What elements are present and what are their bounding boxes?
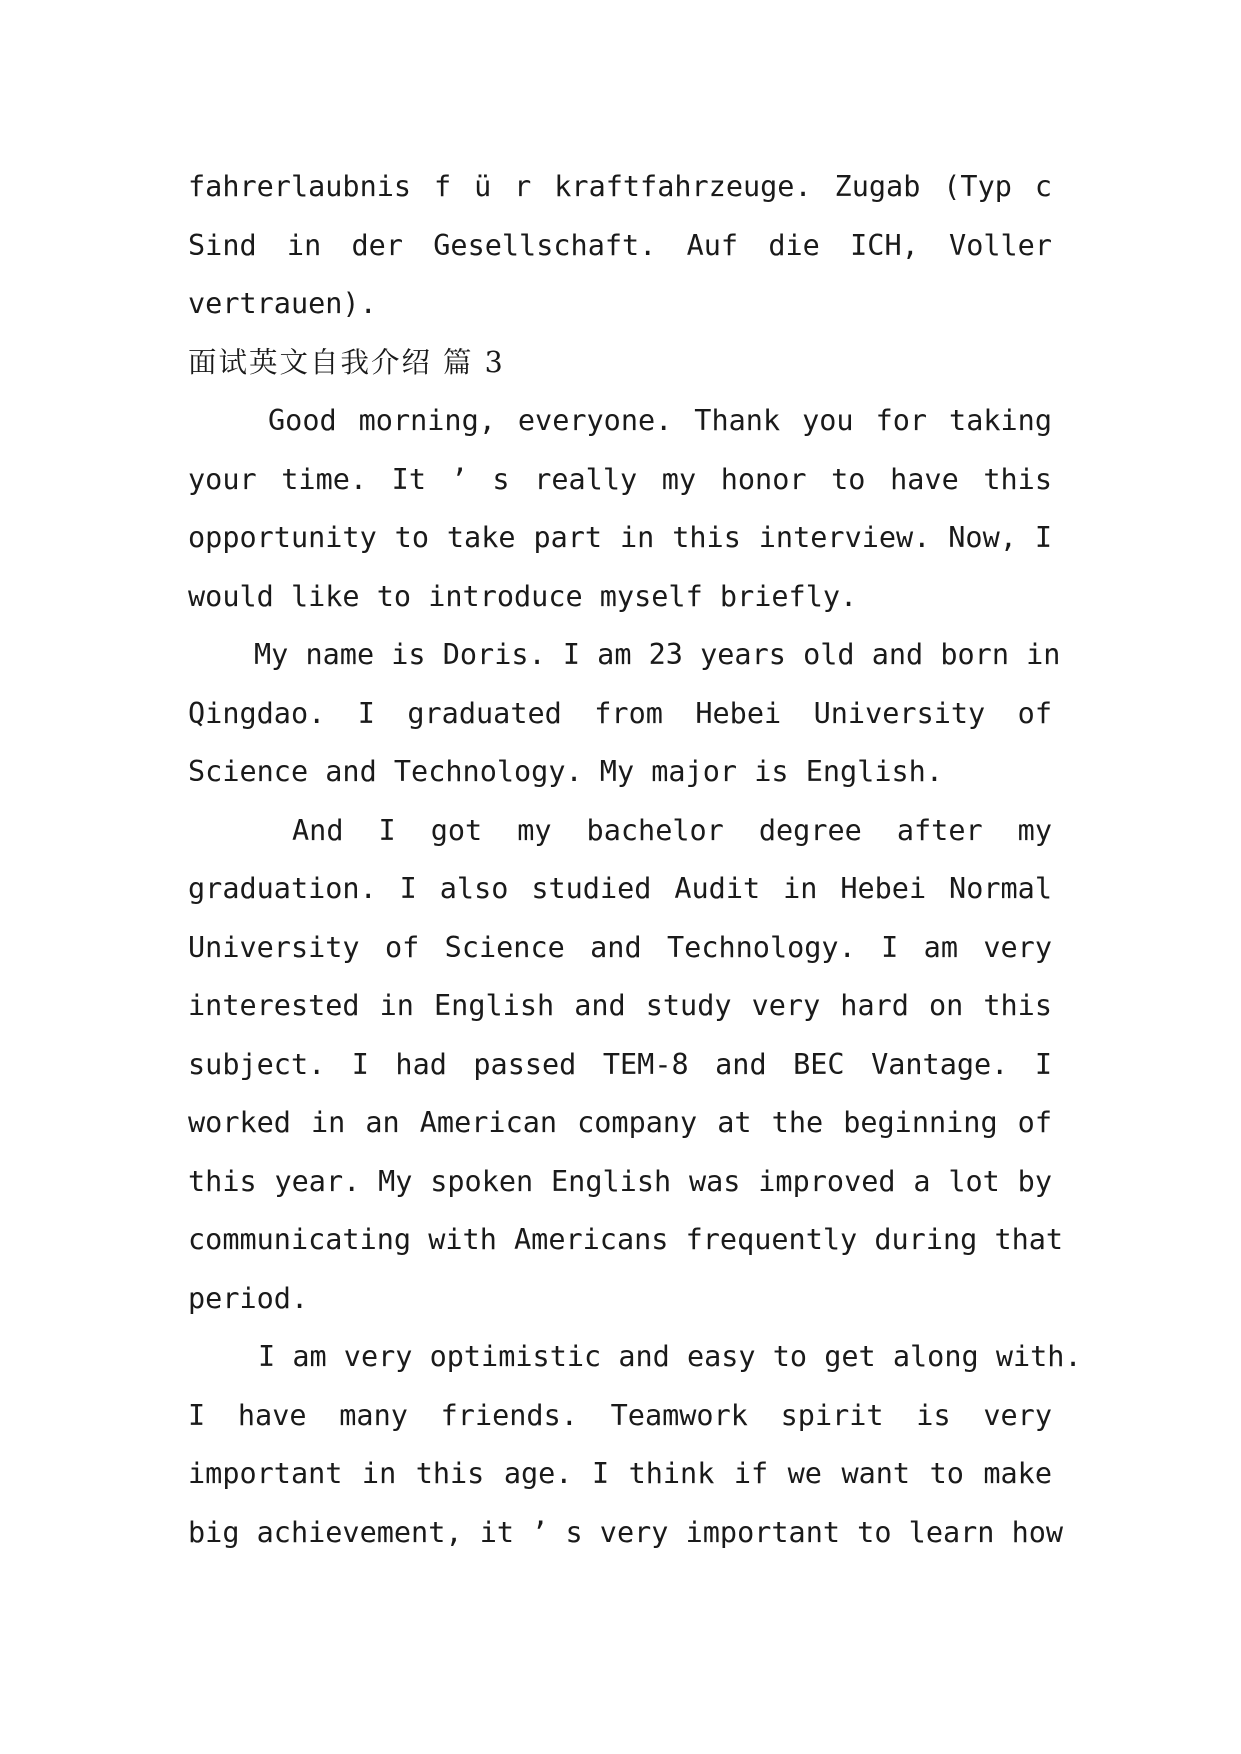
- paragraph-education: [188, 802, 1064, 1329]
- paragraph-personality: [188, 1328, 1082, 1562]
- text-line: big achievement, it ’ s very important to learn how: [188, 1515, 1064, 1549]
- document-body: [188, 158, 1082, 1562]
- text-line: would like to introduce myself briefly.: [188, 579, 858, 613]
- paragraph-greeting: [188, 392, 1052, 626]
- text-line: My name is Doris. I am 23 years old and born in: [254, 638, 1061, 671]
- text-line: subject. I had passed TEM-8 and BEC Vantage. I: [188, 1047, 1052, 1081]
- text-line: fahrerlaubnis f ü r kraftfahrzeuge. Zugab (Typ c: [188, 170, 1052, 203]
- text-line: Science and Technology. My major is English.: [188, 755, 943, 788]
- text-line: vertrauen).: [188, 287, 377, 320]
- continuation-paragraph: [188, 158, 1052, 334]
- text-line: period.: [188, 1281, 309, 1315]
- text-line: And I got my bachelor degree after my: [292, 813, 1052, 847]
- text-line: graduation. I also studied Audit in Hebei Normal: [188, 872, 1052, 905]
- text-line: Sind in der Gesellschaft. Auf die ICH, Voller: [188, 228, 1052, 262]
- text-line: this year. My spoken English was improved a lot by: [188, 1164, 1052, 1198]
- text-line: opportunity to take part in this interview. Now, I: [188, 521, 1052, 554]
- text-line: University of Science and Technology. I am very: [188, 930, 1052, 964]
- text-line: interested in English and study very hard on this: [188, 989, 1052, 1022]
- text-line: Good morning, everyone. Thank you for taking: [268, 404, 1052, 437]
- text-line: worked in an American company at the beginning of: [188, 1106, 1052, 1139]
- text-line: your time. It ’ s really my honor to have this: [188, 462, 1052, 496]
- section-heading: 面试英文自我介绍 篇 3: [188, 345, 505, 379]
- paragraph-name: [188, 626, 1061, 802]
- text-line: communicating with Americans frequently during that: [188, 1223, 1064, 1256]
- text-line: I am very optimistic and easy to get along with.: [258, 1340, 1082, 1373]
- text-line: important in this age. I think if we want to make: [188, 1457, 1052, 1490]
- text-line: I have many friends. Teamwork spirit is very: [188, 1398, 1052, 1432]
- text-line: Qingdao. I graduated from Hebei University of: [188, 696, 1052, 730]
